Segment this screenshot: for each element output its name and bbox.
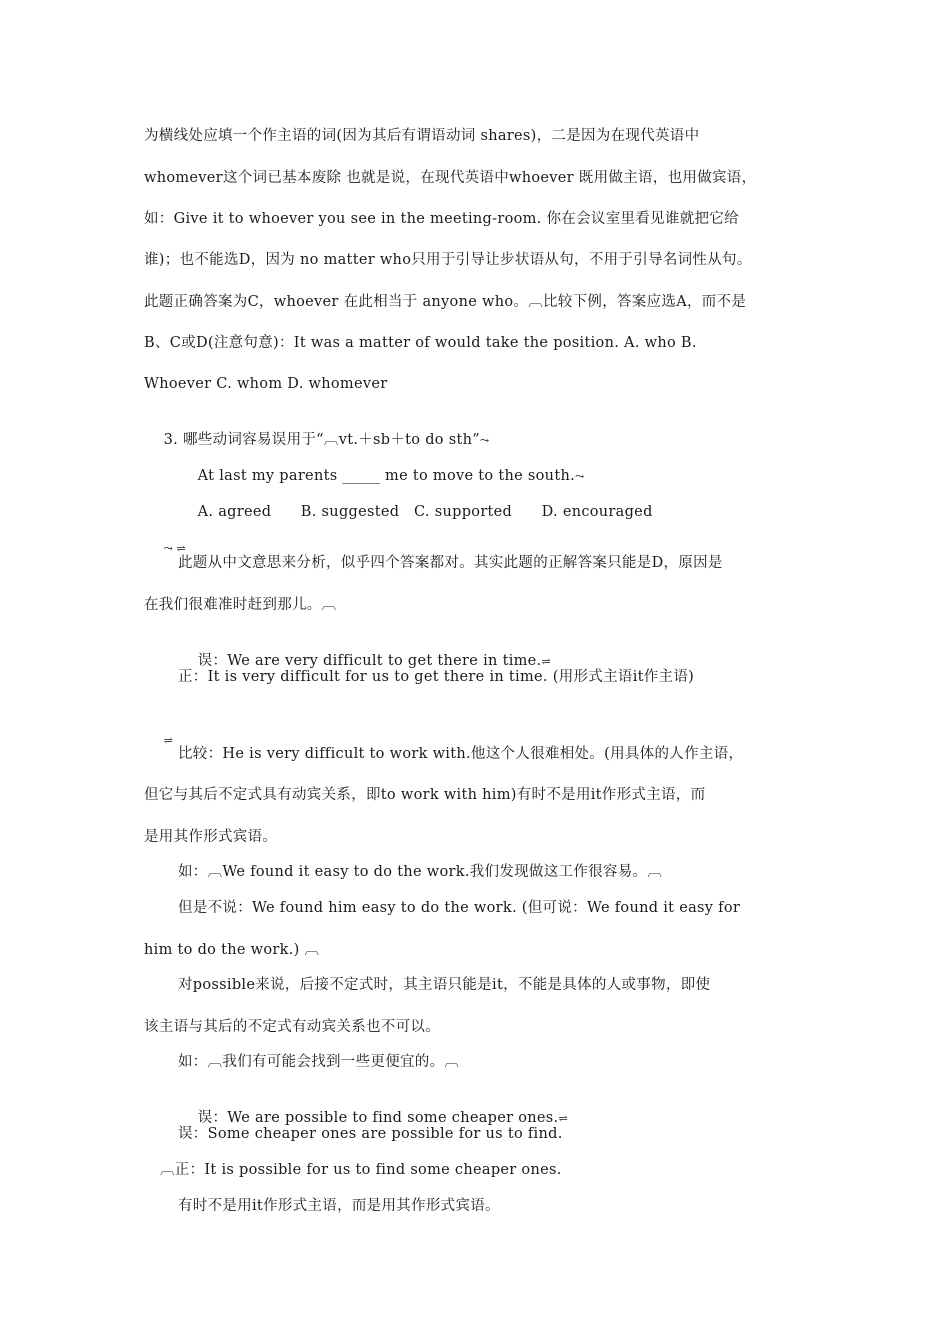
paragraph-line: B、C或D(注意句意)：It was a matter of would take the position. A. who B.	[144, 335, 697, 351]
paragraph-line: 此题从中文意思来分析，似乎四个答案都对。其实此题的正解答案只能是D，原因是	[178, 555, 723, 571]
format-mark-line	[144, 710, 173, 771]
paragraph-line: 但是不说：We found him easy to do the work. (但可说：We found it easy for	[178, 900, 741, 916]
format-mark-icon: ⇌	[541, 655, 551, 668]
paragraph-line: 如：Give it to whoever you see in the meeting-room. 你在会议室里看见谁就把它给	[144, 211, 739, 227]
paragraph-line: 但它与其后不定式具有动宾关系，即to work with him)有时不是用it作形式主语，而	[144, 787, 706, 803]
answer-options	[178, 482, 653, 542]
paragraph-line: whomever这个词已基本废除 也就是说，在现代英语中whoever 既用做主语，也用做宾语，	[144, 170, 757, 186]
paragraph-line: 该主语与其后的不定式有动宾关系也不可以。	[144, 1019, 440, 1035]
paragraph-line: 在我们很难准时赶到那儿。︹	[144, 597, 337, 613]
paragraph-line: Whoever C. whom D. whomever	[144, 376, 388, 392]
paragraph-line: 为横线处应填一个作主语的词(因为其后有谓语动词 shares)，二是因为在现代英语中	[144, 128, 700, 144]
format-mark-icon: ⤳	[479, 434, 490, 447]
correct-example: 正：It is very difficult for us to get there in time. (用形式主语it作主语)	[178, 669, 695, 685]
correct-example: ︹正：It is possible for us to find some cheaper ones.	[160, 1162, 562, 1178]
paragraph-line: 对possible来说，后接不定式时，其主语只能是it，不能是具体的人或事物，即使	[178, 977, 711, 993]
paragraph-line: 有时不是用it作形式主语，而是用其作形式宾语。	[178, 1198, 500, 1214]
example-line: 如：︹We found it easy to do the work.我们发现做这工作很容易。︹	[178, 864, 663, 880]
paragraph-line: him to do the work.) ︹	[144, 942, 320, 958]
paragraph-line: 是用其作形式宾语。	[144, 829, 278, 845]
heading-text: 3. 哪些动词容易误用于“︹vt.＋sb＋to do sth”	[163, 432, 480, 448]
format-mark-icon: ⤳ ⇌	[163, 542, 186, 555]
options-text: A. agreed B. suggested C. supported D. encouraged	[197, 504, 653, 520]
paragraph-line: 谁)；也不能选D，因为 no matter who只用于引导让步状语从句，不用于引导名词性从句。	[144, 252, 752, 268]
paragraph-line: 比较：He is very difficult to work with.他这个人很难相处。(用具体的人作主语，	[178, 746, 744, 762]
example-text: 误：We are possible to find some cheaper ones.	[197, 1110, 559, 1126]
wrong-example: 误：Some cheaper ones are possible for us to find.	[178, 1126, 563, 1142]
example-text: 误：We are very difficult to get there in time.	[197, 653, 542, 669]
format-mark-icon: ⤳	[575, 470, 585, 483]
format-mark-icon: ⇌	[558, 1112, 568, 1125]
paragraph-line: 此题正确答案为C，whoever 在此相当于 anyone who。︹比较下例，答案应选A，而不是	[144, 294, 747, 310]
question-text: At last my parents _____ me to move to the south.	[197, 468, 575, 484]
example-line: 如：︹我们有可能会找到一些更便宜的。︹	[178, 1054, 460, 1070]
format-mark-icon: ⇌	[163, 734, 173, 747]
